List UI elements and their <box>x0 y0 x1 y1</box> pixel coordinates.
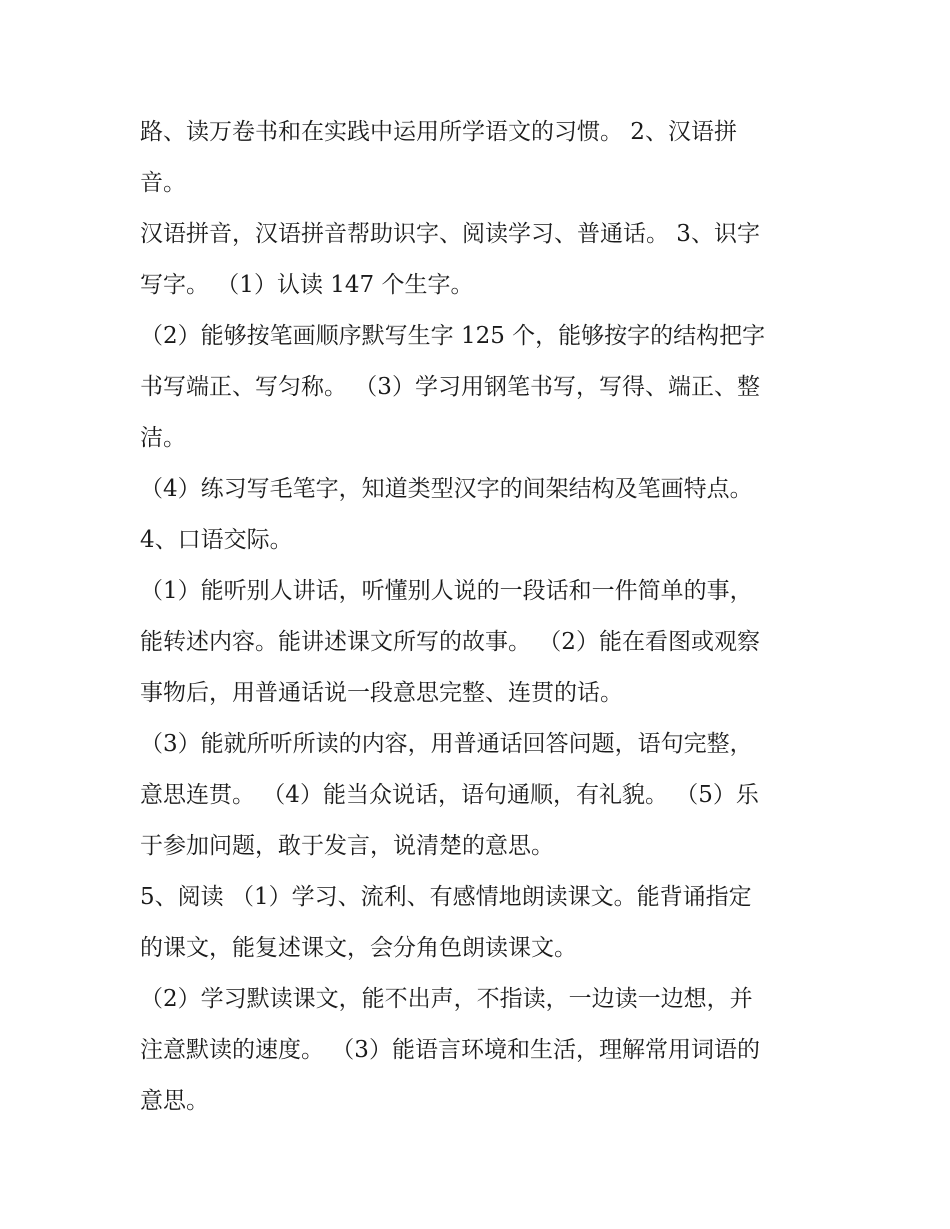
text-line: （4）练习写毛笔字，知道类型汉字的间架结构及笔画特点。 <box>140 476 753 502</box>
text-line: （2）能够按笔画顺序默写生字 125 个，能够按字的结构把字 <box>140 323 766 349</box>
text-line: 意思连贯。 （4）能当众说话，语句通顺，有礼貌。 （5）乐 <box>140 782 759 808</box>
text-line: 注意默读的速度。 （3）能语言环境和生活，理解常用词语的 <box>140 1037 760 1063</box>
text-line: 写字。 （1）认读 147 个生字。 <box>140 272 474 298</box>
text-line: 音。 <box>140 170 186 196</box>
text-line: 汉语拼音，汉语拼音帮助识字、阅读学习、普通话。 3、识字 <box>140 221 760 247</box>
text-line: 书写端正、写匀称。 （3）学习用钢笔书写，写得、端正、整 <box>140 374 760 400</box>
text-line: 的课文，能复述课文，会分角色朗读课文。 <box>140 935 577 961</box>
text-line: 意思。 <box>140 1088 209 1114</box>
text-line: 能转述内容。能讲述课文所写的故事。 （2）能在看图或观察 <box>140 629 760 655</box>
text-line: 5、阅读 （1）学习、流利、有感情地朗读课文。能背诵指定 <box>140 884 752 910</box>
document-body <box>140 107 830 1127</box>
text-line: 洁。 <box>140 425 186 451</box>
text-line: （2）学习默读课文，能不出声，不指读，一边读一边想，并 <box>140 986 753 1012</box>
text-line: （3）能就所听所读的内容，用普通话回答问题，语句完整， <box>140 731 753 757</box>
text-line: （1）能听别人讲话，听懂别人说的一段话和一件简单的事， <box>140 578 753 604</box>
text-line: 于参加问题，敢于发言，说清楚的意思。 <box>140 833 554 859</box>
text-line: 事物后，用普通话说一段意思完整、连贯的话。 <box>140 680 623 706</box>
text-line: 路、读万卷书和在实践中运用所学语文的习惯。 2、汉语拼 <box>140 119 737 145</box>
text-line: 4、口语交际。 <box>140 527 293 553</box>
